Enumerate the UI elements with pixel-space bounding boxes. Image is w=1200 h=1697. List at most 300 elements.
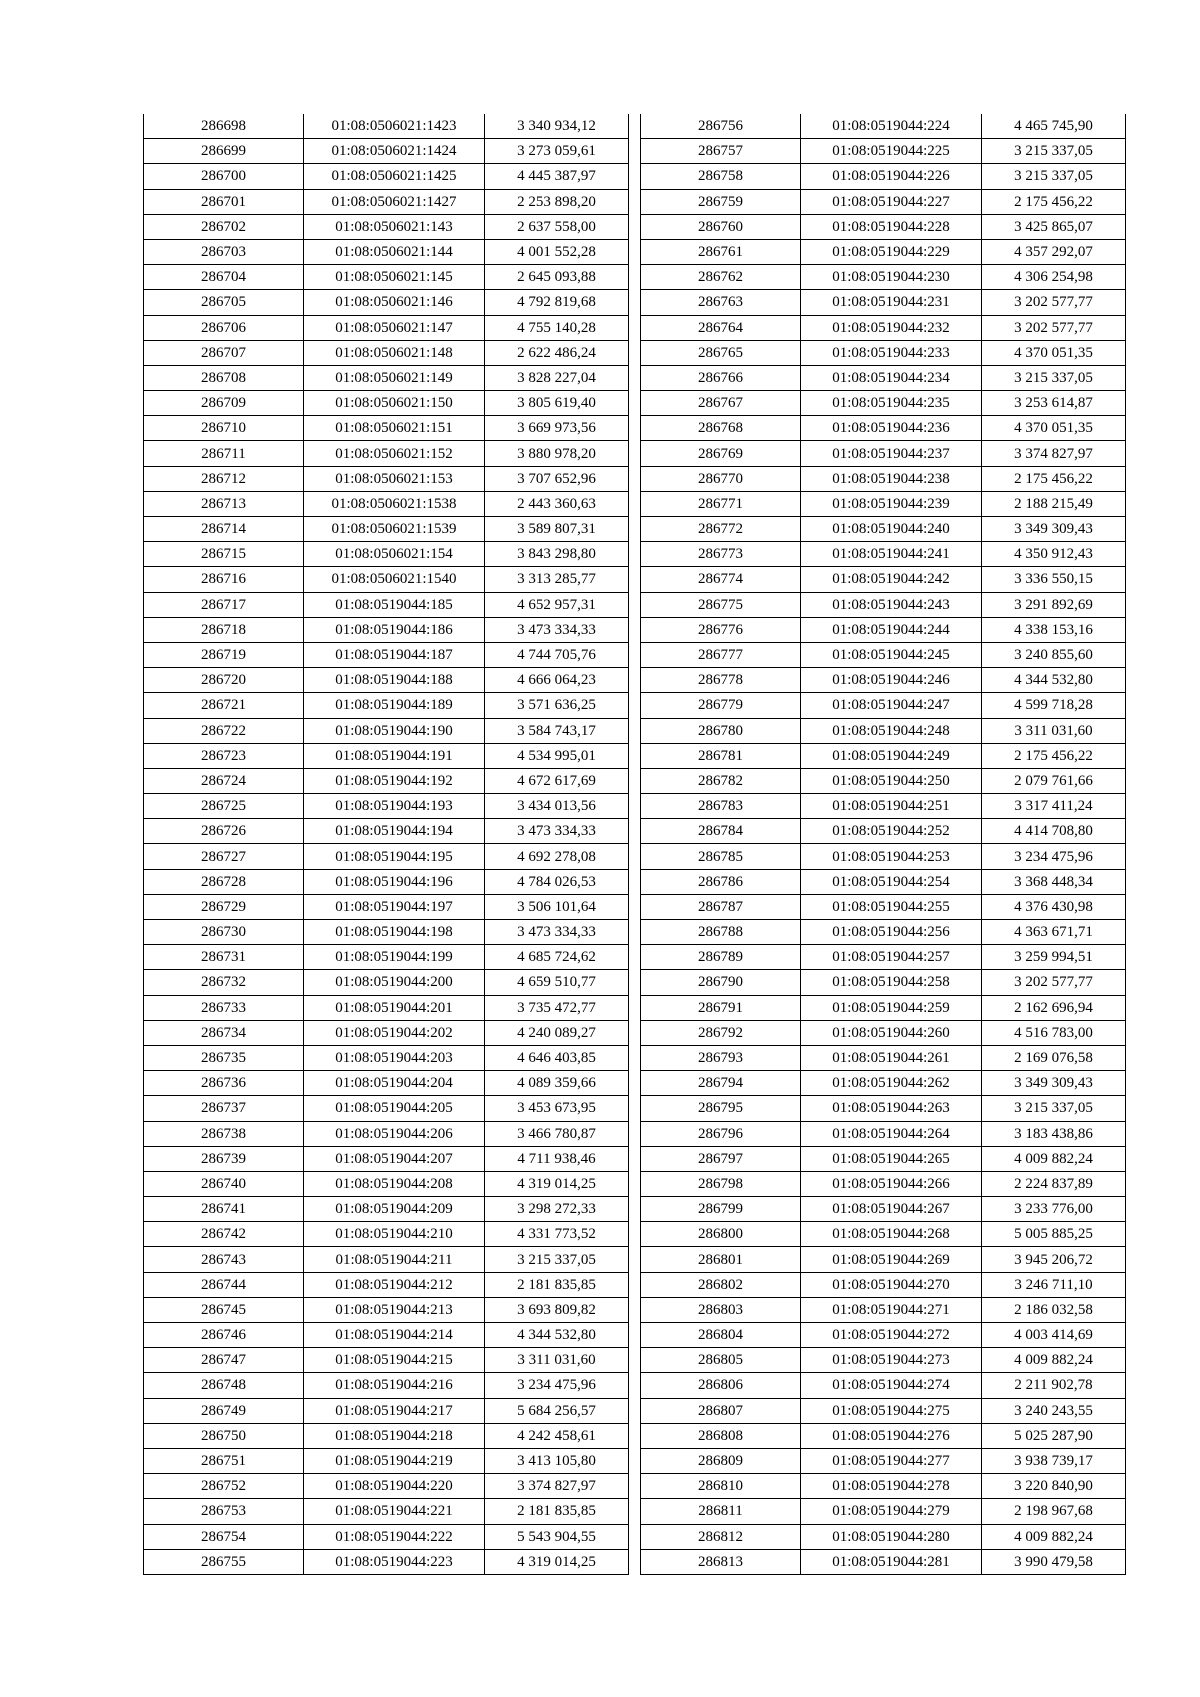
table-row xyxy=(641,1398,1126,1423)
value-cell: 2 175 456,22 xyxy=(982,189,1126,214)
cadastral-number-cell: 01:08:0519044:264 xyxy=(801,1121,982,1146)
table-row xyxy=(144,1197,629,1222)
value-cell: 4 089 359,66 xyxy=(485,1071,629,1096)
record-number-cell: 286812 xyxy=(641,1524,801,1549)
cadastral-number-cell: 01:08:0519044:221 xyxy=(304,1499,485,1524)
table-row xyxy=(641,1045,1126,1070)
record-number-cell: 286737 xyxy=(144,1096,304,1121)
cadastral-number-cell: 01:08:0519044:226 xyxy=(801,164,982,189)
record-number-cell: 286752 xyxy=(144,1474,304,1499)
cadastral-number-cell: 01:08:0519044:229 xyxy=(801,239,982,264)
table-row xyxy=(144,945,629,970)
value-cell: 4 534 995,01 xyxy=(485,743,629,768)
record-number-cell: 286813 xyxy=(641,1549,801,1574)
cadastral-number-cell: 01:08:0519044:194 xyxy=(304,819,485,844)
cadastral-number-cell: 01:08:0519044:215 xyxy=(304,1348,485,1373)
cadastral-number-cell: 01:08:0519044:195 xyxy=(304,844,485,869)
table-row xyxy=(144,1474,629,1499)
table-row xyxy=(641,365,1126,390)
value-cell: 2 637 558,00 xyxy=(485,214,629,239)
cadastral-number-cell: 01:08:0519044:278 xyxy=(801,1474,982,1499)
record-number-cell: 286726 xyxy=(144,819,304,844)
value-cell: 3 215 337,05 xyxy=(982,139,1126,164)
cadastral-number-cell: 01:08:0506021:1427 xyxy=(304,189,485,214)
table-row xyxy=(144,340,629,365)
cadastral-number-cell: 01:08:0519044:189 xyxy=(304,693,485,718)
record-number-cell: 286766 xyxy=(641,365,801,390)
cadastral-number-cell: 01:08:0519044:198 xyxy=(304,920,485,945)
cadastral-number-cell: 01:08:0519044:270 xyxy=(801,1272,982,1297)
cadastral-number-cell: 01:08:0519044:191 xyxy=(304,743,485,768)
cadastral-number-cell: 01:08:0519044:242 xyxy=(801,567,982,592)
record-number-cell: 286774 xyxy=(641,567,801,592)
cadastral-number-cell: 01:08:0519044:193 xyxy=(304,794,485,819)
record-number-cell: 286809 xyxy=(641,1448,801,1473)
table-row xyxy=(144,819,629,844)
record-number-cell: 286710 xyxy=(144,416,304,441)
record-number-cell: 286750 xyxy=(144,1423,304,1448)
cadastral-number-cell: 01:08:0519044:275 xyxy=(801,1398,982,1423)
cadastral-number-cell: 01:08:0519044:262 xyxy=(801,1071,982,1096)
cadastral-number-cell: 01:08:0519044:192 xyxy=(304,768,485,793)
value-cell: 4 001 552,28 xyxy=(485,239,629,264)
cadastral-number-cell: 01:08:0506021:148 xyxy=(304,340,485,365)
record-number-cell: 286742 xyxy=(144,1222,304,1247)
record-number-cell: 286806 xyxy=(641,1373,801,1398)
value-cell: 3 311 031,60 xyxy=(982,718,1126,743)
cadastral-number-cell: 01:08:0519044:235 xyxy=(801,391,982,416)
cadastral-number-cell: 01:08:0519044:190 xyxy=(304,718,485,743)
record-number-cell: 286700 xyxy=(144,164,304,189)
cadastral-number-cell: 01:08:0519044:228 xyxy=(801,214,982,239)
cadastral-number-cell: 01:08:0519044:231 xyxy=(801,290,982,315)
record-number-cell: 286747 xyxy=(144,1348,304,1373)
cadastral-number-cell: 01:08:0519044:268 xyxy=(801,1222,982,1247)
record-number-cell: 286779 xyxy=(641,693,801,718)
table-row xyxy=(144,1448,629,1473)
value-cell: 3 233 776,00 xyxy=(982,1197,1126,1222)
cadastral-number-cell: 01:08:0519044:281 xyxy=(801,1549,982,1574)
value-cell: 3 311 031,60 xyxy=(485,1348,629,1373)
value-cell: 4 357 292,07 xyxy=(982,239,1126,264)
record-number-cell: 286745 xyxy=(144,1297,304,1322)
table-row xyxy=(144,1096,629,1121)
table-row xyxy=(641,1499,1126,1524)
value-cell: 4 376 430,98 xyxy=(982,894,1126,919)
record-number-cell: 286798 xyxy=(641,1171,801,1196)
table-row xyxy=(144,1045,629,1070)
value-cell: 3 374 827,97 xyxy=(982,441,1126,466)
record-number-cell: 286739 xyxy=(144,1146,304,1171)
cadastral-number-cell: 01:08:0506021:145 xyxy=(304,265,485,290)
value-cell: 3 215 337,05 xyxy=(485,1247,629,1272)
record-number-cell: 286733 xyxy=(144,995,304,1020)
value-cell: 3 313 285,77 xyxy=(485,567,629,592)
record-number-cell: 286808 xyxy=(641,1423,801,1448)
record-number-cell: 286781 xyxy=(641,743,801,768)
table-row xyxy=(641,768,1126,793)
table-row xyxy=(144,592,629,617)
table-row xyxy=(144,365,629,390)
value-cell: 3 368 448,34 xyxy=(982,869,1126,894)
cadastral-number-cell: 01:08:0519044:223 xyxy=(304,1549,485,1574)
table-row xyxy=(641,617,1126,642)
record-number-cell: 286759 xyxy=(641,189,801,214)
record-number-cell: 286709 xyxy=(144,391,304,416)
table-row xyxy=(641,542,1126,567)
record-number-cell: 286769 xyxy=(641,441,801,466)
record-number-cell: 286732 xyxy=(144,970,304,995)
table-row xyxy=(144,1222,629,1247)
left-table-container xyxy=(143,114,629,1575)
cadastral-number-cell: 01:08:0519044:237 xyxy=(801,441,982,466)
value-cell: 4 242 458,61 xyxy=(485,1423,629,1448)
record-number-cell: 286736 xyxy=(144,1071,304,1096)
table-row xyxy=(144,668,629,693)
cadastral-number-cell: 01:08:0519044:266 xyxy=(801,1171,982,1196)
record-number-cell: 286783 xyxy=(641,794,801,819)
value-cell: 4 659 510,77 xyxy=(485,970,629,995)
table-row xyxy=(641,1323,1126,1348)
table-row xyxy=(144,869,629,894)
table-row xyxy=(641,743,1126,768)
value-cell: 2 645 093,88 xyxy=(485,265,629,290)
record-number-cell: 286773 xyxy=(641,542,801,567)
value-cell: 5 684 256,57 xyxy=(485,1398,629,1423)
cadastral-number-cell: 01:08:0519044:254 xyxy=(801,869,982,894)
record-number-cell: 286748 xyxy=(144,1373,304,1398)
record-number-cell: 286734 xyxy=(144,1020,304,1045)
value-cell: 4 370 051,35 xyxy=(982,416,1126,441)
cadastral-number-cell: 01:08:0519044:272 xyxy=(801,1323,982,1348)
record-number-cell: 286699 xyxy=(144,139,304,164)
cadastral-number-cell: 01:08:0519044:252 xyxy=(801,819,982,844)
table-row xyxy=(144,214,629,239)
value-cell: 4 445 387,97 xyxy=(485,164,629,189)
cadastral-number-cell: 01:08:0519044:219 xyxy=(304,1448,485,1473)
table-row xyxy=(641,718,1126,743)
record-number-cell: 286764 xyxy=(641,315,801,340)
cadastral-number-cell: 01:08:0519044:257 xyxy=(801,945,982,970)
value-cell: 2 175 456,22 xyxy=(982,743,1126,768)
value-cell: 2 162 696,94 xyxy=(982,995,1126,1020)
record-number-cell: 286790 xyxy=(641,970,801,995)
cadastral-number-cell: 01:08:0519044:247 xyxy=(801,693,982,718)
cadastral-number-cell: 01:08:0519044:232 xyxy=(801,315,982,340)
record-number-cell: 286763 xyxy=(641,290,801,315)
cadastral-number-cell: 01:08:0519044:250 xyxy=(801,768,982,793)
table-row xyxy=(641,340,1126,365)
value-cell: 2 211 902,78 xyxy=(982,1373,1126,1398)
table-row xyxy=(144,693,629,718)
value-cell: 4 338 153,16 xyxy=(982,617,1126,642)
value-cell: 3 506 101,64 xyxy=(485,894,629,919)
value-cell: 3 945 206,72 xyxy=(982,1247,1126,1272)
cadastral-number-cell: 01:08:0519044:239 xyxy=(801,491,982,516)
table-row xyxy=(144,542,629,567)
table-row xyxy=(641,869,1126,894)
value-cell: 3 805 619,40 xyxy=(485,391,629,416)
record-number-cell: 286729 xyxy=(144,894,304,919)
record-number-cell: 286805 xyxy=(641,1348,801,1373)
table-row xyxy=(641,391,1126,416)
value-cell: 2 175 456,22 xyxy=(982,466,1126,491)
record-number-cell: 286800 xyxy=(641,1222,801,1247)
record-number-cell: 286713 xyxy=(144,491,304,516)
value-cell: 4 414 708,80 xyxy=(982,819,1126,844)
value-cell: 3 413 105,80 xyxy=(485,1448,629,1473)
value-cell: 4 240 089,27 xyxy=(485,1020,629,1045)
cadastral-number-cell: 01:08:0519044:216 xyxy=(304,1373,485,1398)
cadastral-number-cell: 01:08:0519044:243 xyxy=(801,592,982,617)
value-cell: 3 828 227,04 xyxy=(485,365,629,390)
table-row xyxy=(144,920,629,945)
table-row xyxy=(144,164,629,189)
record-number-cell: 286698 xyxy=(144,114,304,139)
record-number-cell: 286786 xyxy=(641,869,801,894)
value-cell: 3 317 411,24 xyxy=(982,794,1126,819)
record-number-cell: 286772 xyxy=(641,517,801,542)
table-row xyxy=(641,567,1126,592)
table-row xyxy=(641,1020,1126,1045)
table-row xyxy=(641,139,1126,164)
record-number-cell: 286705 xyxy=(144,290,304,315)
value-cell: 2 443 360,63 xyxy=(485,491,629,516)
table-row xyxy=(144,1020,629,1045)
cadastral-number-cell: 01:08:0519044:217 xyxy=(304,1398,485,1423)
table-row xyxy=(144,1297,629,1322)
record-number-cell: 286730 xyxy=(144,920,304,945)
record-number-cell: 286701 xyxy=(144,189,304,214)
value-cell: 4 363 671,71 xyxy=(982,920,1126,945)
record-number-cell: 286799 xyxy=(641,1197,801,1222)
value-cell: 3 453 673,95 xyxy=(485,1096,629,1121)
cadastral-number-cell: 01:08:0506021:1538 xyxy=(304,491,485,516)
value-cell: 4 692 278,08 xyxy=(485,844,629,869)
record-number-cell: 286702 xyxy=(144,214,304,239)
value-cell: 4 009 882,24 xyxy=(982,1348,1126,1373)
record-number-cell: 286723 xyxy=(144,743,304,768)
table-row xyxy=(641,1222,1126,1247)
cadastral-number-cell: 01:08:0519044:202 xyxy=(304,1020,485,1045)
cadastral-number-cell: 01:08:0519044:203 xyxy=(304,1045,485,1070)
value-cell: 5 025 287,90 xyxy=(982,1423,1126,1448)
record-number-cell: 286770 xyxy=(641,466,801,491)
cadastral-number-cell: 01:08:0519044:208 xyxy=(304,1171,485,1196)
table-row xyxy=(144,768,629,793)
record-number-cell: 286792 xyxy=(641,1020,801,1045)
table-row xyxy=(641,164,1126,189)
cadastral-number-cell: 01:08:0519044:240 xyxy=(801,517,982,542)
record-number-cell: 286807 xyxy=(641,1398,801,1423)
table-row xyxy=(641,416,1126,441)
cadastral-number-cell: 01:08:0519044:213 xyxy=(304,1297,485,1322)
cadastral-number-cell: 01:08:0506021:149 xyxy=(304,365,485,390)
cadastral-number-cell: 01:08:0519044:273 xyxy=(801,1348,982,1373)
value-cell: 4 784 026,53 xyxy=(485,869,629,894)
table-row xyxy=(641,1197,1126,1222)
value-cell: 3 571 636,25 xyxy=(485,693,629,718)
value-cell: 3 246 711,10 xyxy=(982,1272,1126,1297)
value-cell: 4 344 532,80 xyxy=(982,668,1126,693)
value-cell: 3 202 577,77 xyxy=(982,315,1126,340)
value-cell: 4 370 051,35 xyxy=(982,340,1126,365)
record-number-cell: 286775 xyxy=(641,592,801,617)
cadastral-number-cell: 01:08:0519044:207 xyxy=(304,1146,485,1171)
value-cell: 4 009 882,24 xyxy=(982,1146,1126,1171)
table-row xyxy=(144,1549,629,1574)
record-number-cell: 286778 xyxy=(641,668,801,693)
table-row xyxy=(144,441,629,466)
record-number-cell: 286782 xyxy=(641,768,801,793)
record-number-cell: 286720 xyxy=(144,668,304,693)
value-cell: 3 669 973,56 xyxy=(485,416,629,441)
cadastral-number-cell: 01:08:0519044:211 xyxy=(304,1247,485,1272)
cadastral-number-cell: 01:08:0506021:154 xyxy=(304,542,485,567)
record-number-cell: 286810 xyxy=(641,1474,801,1499)
cadastral-number-cell: 01:08:0519044:261 xyxy=(801,1045,982,1070)
cadastral-number-cell: 01:08:0519044:187 xyxy=(304,642,485,667)
table-row xyxy=(641,1171,1126,1196)
cadastral-number-cell: 01:08:0519044:269 xyxy=(801,1247,982,1272)
table-row xyxy=(641,1474,1126,1499)
value-cell: 3 880 978,20 xyxy=(485,441,629,466)
cadastral-number-cell: 01:08:0519044:197 xyxy=(304,894,485,919)
cadastral-number-cell: 01:08:0519044:249 xyxy=(801,743,982,768)
cadastral-number-cell: 01:08:0519044:265 xyxy=(801,1146,982,1171)
cadastral-number-cell: 01:08:0519044:280 xyxy=(801,1524,982,1549)
value-cell: 4 744 705,76 xyxy=(485,642,629,667)
record-number-cell: 286785 xyxy=(641,844,801,869)
cadastral-number-cell: 01:08:0519044:188 xyxy=(304,668,485,693)
cadastral-number-cell: 01:08:0519044:248 xyxy=(801,718,982,743)
record-number-cell: 286796 xyxy=(641,1121,801,1146)
record-number-cell: 286777 xyxy=(641,642,801,667)
cadastral-number-cell: 01:08:0519044:227 xyxy=(801,189,982,214)
table-row xyxy=(641,114,1126,139)
cadastral-number-cell: 01:08:0519044:246 xyxy=(801,668,982,693)
value-cell: 3 273 059,61 xyxy=(485,139,629,164)
cadastral-number-cell: 01:08:0506021:1424 xyxy=(304,139,485,164)
value-cell: 3 183 438,86 xyxy=(982,1121,1126,1146)
record-number-cell: 286765 xyxy=(641,340,801,365)
table-row xyxy=(641,517,1126,542)
value-cell: 4 319 014,25 xyxy=(485,1549,629,1574)
value-cell: 3 990 479,58 xyxy=(982,1549,1126,1574)
record-number-cell: 286704 xyxy=(144,265,304,290)
cadastral-number-cell: 01:08:0519044:244 xyxy=(801,617,982,642)
record-number-cell: 286768 xyxy=(641,416,801,441)
cadastral-number-cell: 01:08:0506021:1540 xyxy=(304,567,485,592)
cadastral-number-cell: 01:08:0519044:224 xyxy=(801,114,982,139)
record-number-cell: 286784 xyxy=(641,819,801,844)
record-number-cell: 286754 xyxy=(144,1524,304,1549)
value-cell: 3 374 827,97 xyxy=(485,1474,629,1499)
record-number-cell: 286707 xyxy=(144,340,304,365)
cadastral-number-cell: 01:08:0519044:259 xyxy=(801,995,982,1020)
cadastral-number-cell: 01:08:0519044:233 xyxy=(801,340,982,365)
value-cell: 4 711 938,46 xyxy=(485,1146,629,1171)
table-row xyxy=(144,1348,629,1373)
value-cell: 2 169 076,58 xyxy=(982,1045,1126,1070)
value-cell: 3 336 550,15 xyxy=(982,567,1126,592)
table-row xyxy=(144,1423,629,1448)
cadastral-number-cell: 01:08:0519044:267 xyxy=(801,1197,982,1222)
value-cell: 3 466 780,87 xyxy=(485,1121,629,1146)
table-row xyxy=(144,718,629,743)
value-cell: 3 240 243,55 xyxy=(982,1398,1126,1423)
value-cell: 3 220 840,90 xyxy=(982,1474,1126,1499)
cadastral-number-cell: 01:08:0519044:256 xyxy=(801,920,982,945)
cadastral-number-cell: 01:08:0519044:236 xyxy=(801,416,982,441)
cadastral-number-cell: 01:08:0519044:201 xyxy=(304,995,485,1020)
record-number-cell: 286749 xyxy=(144,1398,304,1423)
table-row xyxy=(144,239,629,264)
cadastral-number-cell: 01:08:0506021:152 xyxy=(304,441,485,466)
value-cell: 3 473 334,33 xyxy=(485,617,629,642)
table-row xyxy=(144,290,629,315)
value-cell: 4 331 773,52 xyxy=(485,1222,629,1247)
table-row xyxy=(144,265,629,290)
table-row xyxy=(641,466,1126,491)
value-cell: 2 253 898,20 xyxy=(485,189,629,214)
value-cell: 4 755 140,28 xyxy=(485,315,629,340)
record-number-cell: 286787 xyxy=(641,894,801,919)
table-row xyxy=(144,114,629,139)
value-cell: 2 079 761,66 xyxy=(982,768,1126,793)
value-cell: 3 843 298,80 xyxy=(485,542,629,567)
value-cell: 5 005 885,25 xyxy=(982,1222,1126,1247)
table-row xyxy=(641,1524,1126,1549)
value-cell: 2 622 486,24 xyxy=(485,340,629,365)
table-row xyxy=(144,1398,629,1423)
value-cell: 4 685 724,62 xyxy=(485,945,629,970)
cadastral-number-cell: 01:08:0519044:205 xyxy=(304,1096,485,1121)
value-cell: 4 646 403,85 xyxy=(485,1045,629,1070)
table-row xyxy=(641,1272,1126,1297)
table-row xyxy=(641,642,1126,667)
cadastral-number-cell: 01:08:0519044:260 xyxy=(801,1020,982,1045)
value-cell: 4 516 783,00 xyxy=(982,1020,1126,1045)
record-number-cell: 286767 xyxy=(641,391,801,416)
table-row xyxy=(641,290,1126,315)
value-cell: 4 344 532,80 xyxy=(485,1323,629,1348)
table-row xyxy=(144,1373,629,1398)
record-number-cell: 286735 xyxy=(144,1045,304,1070)
record-number-cell: 286801 xyxy=(641,1247,801,1272)
value-cell: 3 202 577,77 xyxy=(982,970,1126,995)
cadastral-number-cell: 01:08:0519044:214 xyxy=(304,1323,485,1348)
record-number-cell: 286727 xyxy=(144,844,304,869)
value-cell: 3 291 892,69 xyxy=(982,592,1126,617)
value-cell: 4 652 957,31 xyxy=(485,592,629,617)
value-cell: 3 202 577,77 xyxy=(982,290,1126,315)
table-row xyxy=(641,1121,1126,1146)
table-row xyxy=(144,1171,629,1196)
cadastral-number-cell: 01:08:0519044:274 xyxy=(801,1373,982,1398)
value-cell: 4 350 912,43 xyxy=(982,542,1126,567)
table-row xyxy=(641,491,1126,516)
value-cell: 4 306 254,98 xyxy=(982,265,1126,290)
record-number-cell: 286795 xyxy=(641,1096,801,1121)
record-number-cell: 286780 xyxy=(641,718,801,743)
value-cell: 2 181 835,85 xyxy=(485,1499,629,1524)
record-number-cell: 286743 xyxy=(144,1247,304,1272)
table-row xyxy=(641,819,1126,844)
value-cell: 3 735 472,77 xyxy=(485,995,629,1020)
cadastral-number-cell: 01:08:0519044:225 xyxy=(801,139,982,164)
value-cell: 4 672 617,69 xyxy=(485,768,629,793)
